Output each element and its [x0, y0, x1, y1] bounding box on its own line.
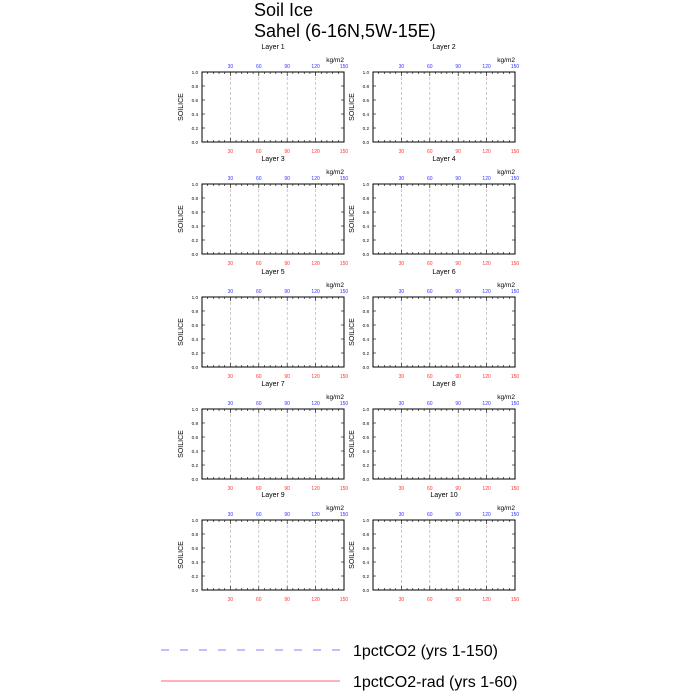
y-axis-label: SOILICE: [349, 430, 356, 458]
y-tick-label: 0.0: [362, 139, 369, 145]
unit-label: kg/m2: [497, 394, 515, 401]
top-tick-label: 90: [284, 512, 290, 518]
top-tick-label: 150: [339, 512, 349, 518]
bottom-tick-label: 120: [482, 261, 491, 267]
bottom-tick-label: 60: [427, 374, 433, 380]
y-tick-label: 0.2: [191, 573, 198, 579]
bottom-tick-label: 120: [311, 486, 320, 492]
y-tick-label: 0.6: [191, 209, 198, 215]
top-tick-label: 60: [256, 64, 262, 70]
bottom-tick-label: 90: [284, 597, 290, 603]
y-tick-label: 0.8: [362, 195, 369, 201]
plot-frame: [373, 297, 515, 367]
bottom-tick-label: 90: [455, 261, 461, 267]
bottom-tick-label: 120: [311, 261, 320, 267]
top-tick-label: 90: [455, 401, 461, 407]
top-tick-label: 60: [427, 401, 433, 407]
bottom-tick-label: 150: [339, 149, 349, 155]
top-tick-label: 90: [455, 64, 461, 70]
plot-frame: [202, 72, 344, 142]
top-tick-label: 120: [482, 512, 491, 518]
bottom-tick-label: 150: [510, 374, 520, 380]
y-tick-label: 0.0: [191, 476, 198, 482]
top-tick-label: 30: [227, 64, 234, 70]
legend-label-1: 1pctCO2 (yrs 1-150): [353, 643, 498, 660]
bottom-tick-label: 60: [427, 261, 433, 267]
bottom-tick-label: 90: [455, 486, 461, 492]
y-tick-label: 1.0: [362, 517, 369, 523]
bottom-tick-label: 30: [227, 374, 234, 380]
top-tick-label: 150: [339, 64, 349, 70]
top-tick-label: 150: [510, 401, 520, 407]
bottom-tick-label: 60: [256, 149, 262, 155]
panel-10: [349, 492, 519, 603]
top-tick-label: 60: [427, 512, 433, 518]
top-tick-label: 60: [256, 401, 262, 407]
panel-title: Layer 2: [432, 44, 456, 51]
top-tick-label: 120: [311, 289, 320, 295]
legend: [161, 643, 518, 691]
bottom-tick-label: 30: [227, 486, 234, 492]
y-tick-label: 0.8: [191, 195, 198, 201]
panel-title: Layer 4: [432, 156, 456, 163]
unit-label: kg/m2: [326, 505, 344, 512]
bottom-tick-label: 150: [510, 261, 520, 267]
y-tick-label: 0.4: [191, 448, 198, 454]
y-tick-label: 1.0: [191, 294, 198, 300]
y-tick-label: 0.2: [191, 462, 198, 468]
panel-1: [178, 44, 348, 155]
top-tick-label: 60: [256, 176, 262, 182]
top-tick-label: 120: [311, 176, 320, 182]
top-tick-label: 150: [339, 401, 349, 407]
bottom-tick-label: 60: [427, 149, 433, 155]
y-tick-label: 0.4: [362, 448, 369, 454]
y-tick-label: 0.6: [191, 322, 198, 328]
panel-title: Layer 10: [430, 492, 458, 499]
y-tick-label: 0.2: [191, 125, 198, 131]
y-tick-label: 0.6: [191, 434, 198, 440]
top-tick-label: 120: [311, 512, 320, 518]
top-tick-label: 30: [227, 401, 234, 407]
top-tick-label: 120: [311, 64, 320, 70]
panel-5: [178, 269, 348, 380]
y-tick-label: 0.0: [362, 251, 369, 257]
panel-7: [178, 381, 348, 492]
y-tick-label: 0.8: [191, 531, 198, 537]
plot-frame: [373, 72, 515, 142]
top-tick-label: 60: [256, 512, 262, 518]
y-tick-label: 0.4: [191, 223, 198, 229]
plot-frame: [202, 297, 344, 367]
y-tick-label: 0.0: [191, 139, 198, 145]
bottom-tick-label: 150: [339, 374, 349, 380]
bottom-tick-label: 90: [455, 374, 461, 380]
chart-title: Soil Ice: [254, 0, 314, 20]
bottom-tick-label: 150: [339, 597, 349, 603]
bottom-tick-label: 150: [339, 486, 349, 492]
y-tick-label: 1.0: [362, 294, 369, 300]
y-tick-label: 1.0: [191, 181, 198, 187]
y-tick-label: 0.6: [191, 545, 198, 551]
y-tick-label: 0.2: [191, 350, 198, 356]
y-tick-label: 0.0: [191, 364, 198, 370]
bottom-tick-label: 120: [311, 149, 320, 155]
y-tick-label: 0.0: [191, 587, 198, 593]
bottom-tick-label: 30: [227, 261, 234, 267]
top-tick-label: 90: [455, 176, 461, 182]
y-tick-label: 0.4: [191, 336, 198, 342]
top-tick-label: 120: [482, 64, 491, 70]
y-tick-label: 1.0: [191, 517, 198, 523]
y-axis-label: SOILICE: [178, 205, 185, 233]
y-axis-label: SOILICE: [349, 93, 356, 121]
y-tick-label: 0.4: [191, 111, 198, 117]
top-tick-label: 30: [227, 176, 234, 182]
top-tick-label: 120: [482, 289, 491, 295]
unit-label: kg/m2: [326, 394, 344, 401]
panel-title: Layer 9: [261, 492, 285, 499]
bottom-tick-label: 60: [427, 597, 433, 603]
plot-frame: [373, 184, 515, 254]
unit-label: kg/m2: [497, 505, 515, 512]
y-tick-label: 0.8: [362, 420, 369, 426]
y-tick-label: 0.0: [362, 364, 369, 370]
bottom-tick-label: 90: [455, 597, 461, 603]
top-tick-label: 60: [427, 64, 433, 70]
top-tick-label: 150: [510, 176, 520, 182]
y-tick-label: 0.6: [362, 97, 369, 103]
bottom-tick-label: 30: [227, 149, 234, 155]
bottom-tick-label: 30: [398, 261, 405, 267]
panel-title: Layer 8: [432, 381, 456, 388]
top-tick-label: 150: [339, 289, 349, 295]
top-tick-label: 90: [284, 64, 290, 70]
top-tick-label: 120: [482, 176, 491, 182]
y-tick-label: 0.2: [362, 462, 369, 468]
bottom-tick-label: 150: [510, 149, 520, 155]
bottom-tick-label: 30: [398, 597, 405, 603]
y-tick-label: 0.2: [362, 125, 369, 131]
y-tick-label: 0.2: [362, 350, 369, 356]
unit-label: kg/m2: [326, 57, 344, 64]
y-tick-label: 0.0: [191, 251, 198, 257]
bottom-tick-label: 90: [284, 374, 290, 380]
top-tick-label: 30: [398, 64, 405, 70]
panel-title: Layer 1: [261, 44, 285, 51]
bottom-tick-label: 120: [482, 374, 491, 380]
bottom-tick-label: 150: [510, 486, 520, 492]
y-tick-label: 0.6: [362, 322, 369, 328]
y-tick-label: 0.8: [362, 308, 369, 314]
y-axis-label: SOILICE: [178, 541, 185, 569]
bottom-tick-label: 60: [256, 261, 262, 267]
bottom-tick-label: 120: [482, 597, 491, 603]
bottom-tick-label: 30: [227, 597, 234, 603]
top-tick-label: 90: [284, 176, 290, 182]
y-tick-label: 0.8: [191, 420, 198, 426]
top-tick-label: 150: [510, 64, 520, 70]
bottom-tick-label: 60: [427, 486, 433, 492]
top-tick-label: 60: [256, 289, 262, 295]
y-tick-label: 1.0: [362, 69, 369, 75]
panel-title: Layer 5: [261, 269, 285, 276]
y-tick-label: 0.4: [362, 336, 369, 342]
bottom-tick-label: 90: [284, 261, 290, 267]
plot-frame: [202, 184, 344, 254]
panel-4: [349, 156, 519, 267]
y-tick-label: 0.6: [362, 545, 369, 551]
plot-frame: [202, 409, 344, 479]
top-tick-label: 30: [398, 401, 405, 407]
unit-label: kg/m2: [326, 282, 344, 289]
top-tick-label: 120: [482, 401, 491, 407]
top-tick-label: 60: [427, 289, 433, 295]
y-tick-label: 0.4: [362, 111, 369, 117]
bottom-tick-label: 60: [256, 374, 262, 380]
y-tick-label: 0.8: [191, 308, 198, 314]
panel-title: Layer 3: [261, 156, 285, 163]
panel-title: Layer 7: [261, 381, 285, 388]
panel-3: [178, 156, 348, 267]
panel-2: [349, 44, 519, 155]
top-tick-label: 120: [311, 401, 320, 407]
plot-frame: [373, 409, 515, 479]
y-tick-label: 0.2: [191, 237, 198, 243]
top-tick-label: 90: [455, 289, 461, 295]
y-tick-label: 0.6: [362, 209, 369, 215]
y-axis-label: SOILICE: [349, 541, 356, 569]
bottom-tick-label: 150: [510, 597, 520, 603]
top-tick-label: 90: [284, 401, 290, 407]
top-tick-label: 90: [455, 512, 461, 518]
y-tick-label: 0.4: [362, 559, 369, 565]
unit-label: kg/m2: [326, 169, 344, 176]
bottom-tick-label: 90: [455, 149, 461, 155]
y-tick-label: 0.0: [362, 587, 369, 593]
bottom-tick-label: 120: [311, 597, 320, 603]
plot-frame: [373, 520, 515, 590]
top-tick-label: 90: [284, 289, 290, 295]
y-tick-label: 0.4: [191, 559, 198, 565]
plot-frame: [202, 520, 344, 590]
top-tick-label: 30: [227, 512, 234, 518]
bottom-tick-label: 150: [339, 261, 349, 267]
y-tick-label: 0.4: [362, 223, 369, 229]
y-tick-label: 0.2: [362, 237, 369, 243]
unit-label: kg/m2: [497, 282, 515, 289]
bottom-tick-label: 120: [311, 374, 320, 380]
top-tick-label: 150: [339, 176, 349, 182]
chart-subtitle: Sahel (6-16N,5W-15E): [254, 21, 436, 41]
top-tick-label: 150: [510, 289, 520, 295]
top-tick-label: 60: [427, 176, 433, 182]
bottom-tick-label: 30: [398, 149, 405, 155]
y-tick-label: 0.8: [362, 83, 369, 89]
top-tick-label: 30: [227, 289, 234, 295]
y-tick-label: 1.0: [362, 406, 369, 412]
bottom-tick-label: 60: [256, 597, 262, 603]
y-tick-label: 0.2: [362, 573, 369, 579]
bottom-tick-label: 90: [284, 486, 290, 492]
y-tick-label: 1.0: [191, 69, 198, 75]
y-tick-label: 0.6: [362, 434, 369, 440]
y-axis-label: SOILICE: [349, 318, 356, 346]
bottom-tick-label: 90: [284, 149, 290, 155]
y-axis-label: SOILICE: [178, 93, 185, 121]
top-tick-label: 30: [398, 512, 405, 518]
panel-9: [178, 492, 348, 603]
bottom-tick-label: 30: [398, 486, 405, 492]
unit-label: kg/m2: [497, 169, 515, 176]
y-axis-label: SOILICE: [349, 205, 356, 233]
top-tick-label: 30: [398, 176, 405, 182]
bottom-tick-label: 120: [482, 149, 491, 155]
bottom-tick-label: 60: [256, 486, 262, 492]
y-axis-label: SOILICE: [178, 430, 185, 458]
panel-8: [349, 381, 519, 492]
panel-title: Layer 6: [432, 269, 456, 276]
y-tick-label: 1.0: [362, 181, 369, 187]
y-tick-label: 1.0: [191, 406, 198, 412]
bottom-tick-label: 120: [482, 486, 491, 492]
legend-label-2: 1pctCO2-rad (yrs 1-60): [353, 674, 518, 691]
bottom-tick-label: 30: [398, 374, 405, 380]
top-tick-label: 150: [510, 512, 520, 518]
y-tick-label: 0.0: [362, 476, 369, 482]
unit-label: kg/m2: [497, 57, 515, 64]
y-axis-label: SOILICE: [178, 318, 185, 346]
y-tick-label: 0.8: [362, 531, 369, 537]
top-tick-label: 30: [398, 289, 405, 295]
y-tick-label: 0.6: [191, 97, 198, 103]
y-tick-label: 0.8: [191, 83, 198, 89]
panel-6: [349, 269, 519, 380]
